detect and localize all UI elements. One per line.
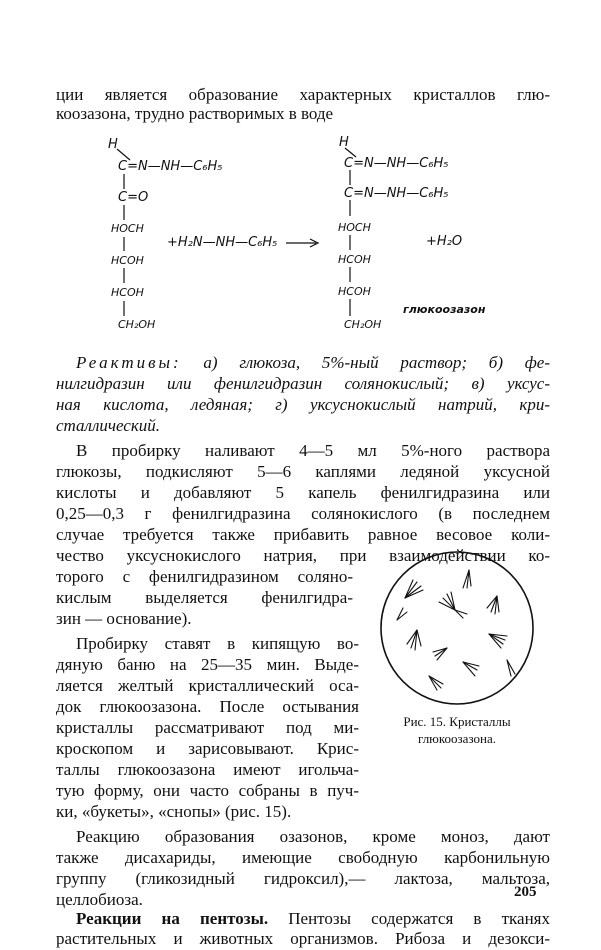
pentoses-line-1: Реакции на пентозы. Пентозы содержатся в тканях	[76, 909, 550, 928]
pentoses-heading: Реакции на пентозы.	[76, 909, 269, 928]
procedure-line-5: случае требуется также прибавить равное весовое коли-	[56, 525, 550, 544]
glucose-hcoh-1: HCOH	[111, 254, 144, 267]
crystal-sheaf-8	[463, 662, 479, 676]
osazone-hcoh-2: HCOH	[338, 285, 371, 298]
pentoses-line-2: растительных и животных организмов. Рибоза и дезокси-	[56, 929, 550, 948]
crystal-sheaf-5	[407, 630, 421, 650]
reagents-heading: Реактивы:	[76, 353, 182, 372]
reagents-line-3: ная кислота, ледяная; г) уксуснокислый натрий, кри-	[56, 395, 550, 414]
product-label: глюкоозазон	[403, 303, 486, 316]
osazone-hoch: HOCH	[338, 221, 371, 234]
figure-caption-1: Рис. 15. Кристаллы	[403, 714, 511, 729]
crystal-sheaf-3	[463, 570, 471, 588]
reagents-line-4: сталлический.	[56, 416, 161, 435]
reagents-line-2: нилгидразин или фенилгидразин солянокислый; в) уксус-	[56, 374, 550, 393]
osazone-c2: C=N—NH—C₆H₅	[344, 186, 449, 201]
crystal-sheaf-6	[433, 648, 447, 660]
procedure-line-9: зин — основание).	[56, 609, 192, 628]
crystal-sheaf-10	[507, 660, 515, 676]
reagent-phenylhydrazine: +H₂N—NH—C₆H₅	[167, 235, 278, 250]
observation-line-2: дяную баню на 25—35 мин. Выде-	[56, 655, 359, 674]
figure-caption-2: глюкоозазона.	[418, 731, 496, 746]
glucose-ch2oh: CH₂OH	[118, 318, 156, 331]
crystal-sheaf-2	[439, 592, 467, 618]
procedure-line-4: 0,25—0,3 г фенилгидразина солянокислого (в последнем	[56, 504, 550, 523]
glucose-c2: C=O	[118, 190, 149, 205]
observation-line-7: таллы глюкоозазона имеют игольча-	[56, 760, 359, 779]
disaccharides-line-1: Реакцию образования озазонов, кроме моноз, дают	[76, 827, 550, 846]
observation-line-8: тую форму, они часто собраны в пуч-	[56, 781, 359, 800]
crystal-sheaf-9	[429, 676, 443, 690]
osazone-c1: C=N—NH—C₆H₅	[344, 156, 449, 171]
intro-line-2: коозазона, трудно растворимых в воде	[56, 104, 334, 123]
crystal-sheaf-4	[487, 596, 499, 614]
crystals-microscope-figure	[377, 548, 537, 708]
procedure-line-7: торого с фенилгидразином соляно-	[56, 567, 353, 586]
observation-line-9: ки, «букеты», «снопы» (рис. 15).	[56, 802, 292, 821]
disaccharides-line-3: группу (гликозидный гидроксил),— лактоза, мальтоза,	[56, 869, 550, 888]
procedure-line-2: глюкозы, подкисляют 5—6 каплями ледяной уксусной	[56, 462, 550, 481]
glucose-hoch: HOCH	[111, 222, 144, 235]
osazone-hcoh-1: HCOH	[338, 253, 371, 266]
intro-line-1: ции является образование характерных кристаллов глю-	[56, 85, 550, 104]
crystal-sheaf-11	[397, 608, 407, 620]
procedure-line-8: кислым выделяется фенилгидра-	[56, 588, 353, 607]
procedure-line-1: В пробирку наливают 4—5 мл 5%-ного раствора	[76, 441, 550, 460]
osazone-ch2oh: CH₂OH	[344, 318, 382, 331]
reaction-bonds	[0, 0, 601, 340]
procedure-line-3: кислоты и добавляют 5 капель фенилгидразина или	[56, 483, 550, 502]
observation-line-1: Пробирку ставят в кипящую во-	[76, 634, 359, 653]
reagents-line-1: Реактивы: а) глюкоза, 5%-ный раствор; б) фе-	[76, 353, 551, 372]
glucose-h: H	[108, 137, 118, 152]
observation-line-6: кроскопом и зарисовывают. Крис-	[56, 739, 359, 758]
osazone-h: H	[339, 135, 349, 150]
water-product: +H₂O	[426, 234, 463, 249]
observation-line-5: кристаллы рассматривают под ми-	[56, 718, 359, 737]
procedure-line-6: чество уксуснокислого натрия, при взаимодействии ко-	[56, 546, 550, 565]
glucose-hcoh-2: HCOH	[111, 286, 144, 299]
disaccharides-line-2: также дисахариды, имеющие свободную карбонильную	[56, 848, 550, 867]
observation-line-4: док глюкоозазона. После остывания	[56, 697, 359, 716]
crystal-sheaf-7	[489, 634, 507, 648]
disaccharides-line-4: целлобиоза.	[56, 890, 143, 909]
glucose-c1: C=N—NH—C₆H₅	[118, 159, 223, 174]
microscope-field	[381, 552, 533, 704]
observation-line-3: ляется желтый кристаллический оса-	[56, 676, 359, 695]
crystal-sheaf-1	[405, 580, 423, 598]
page-number: 205	[514, 884, 537, 900]
